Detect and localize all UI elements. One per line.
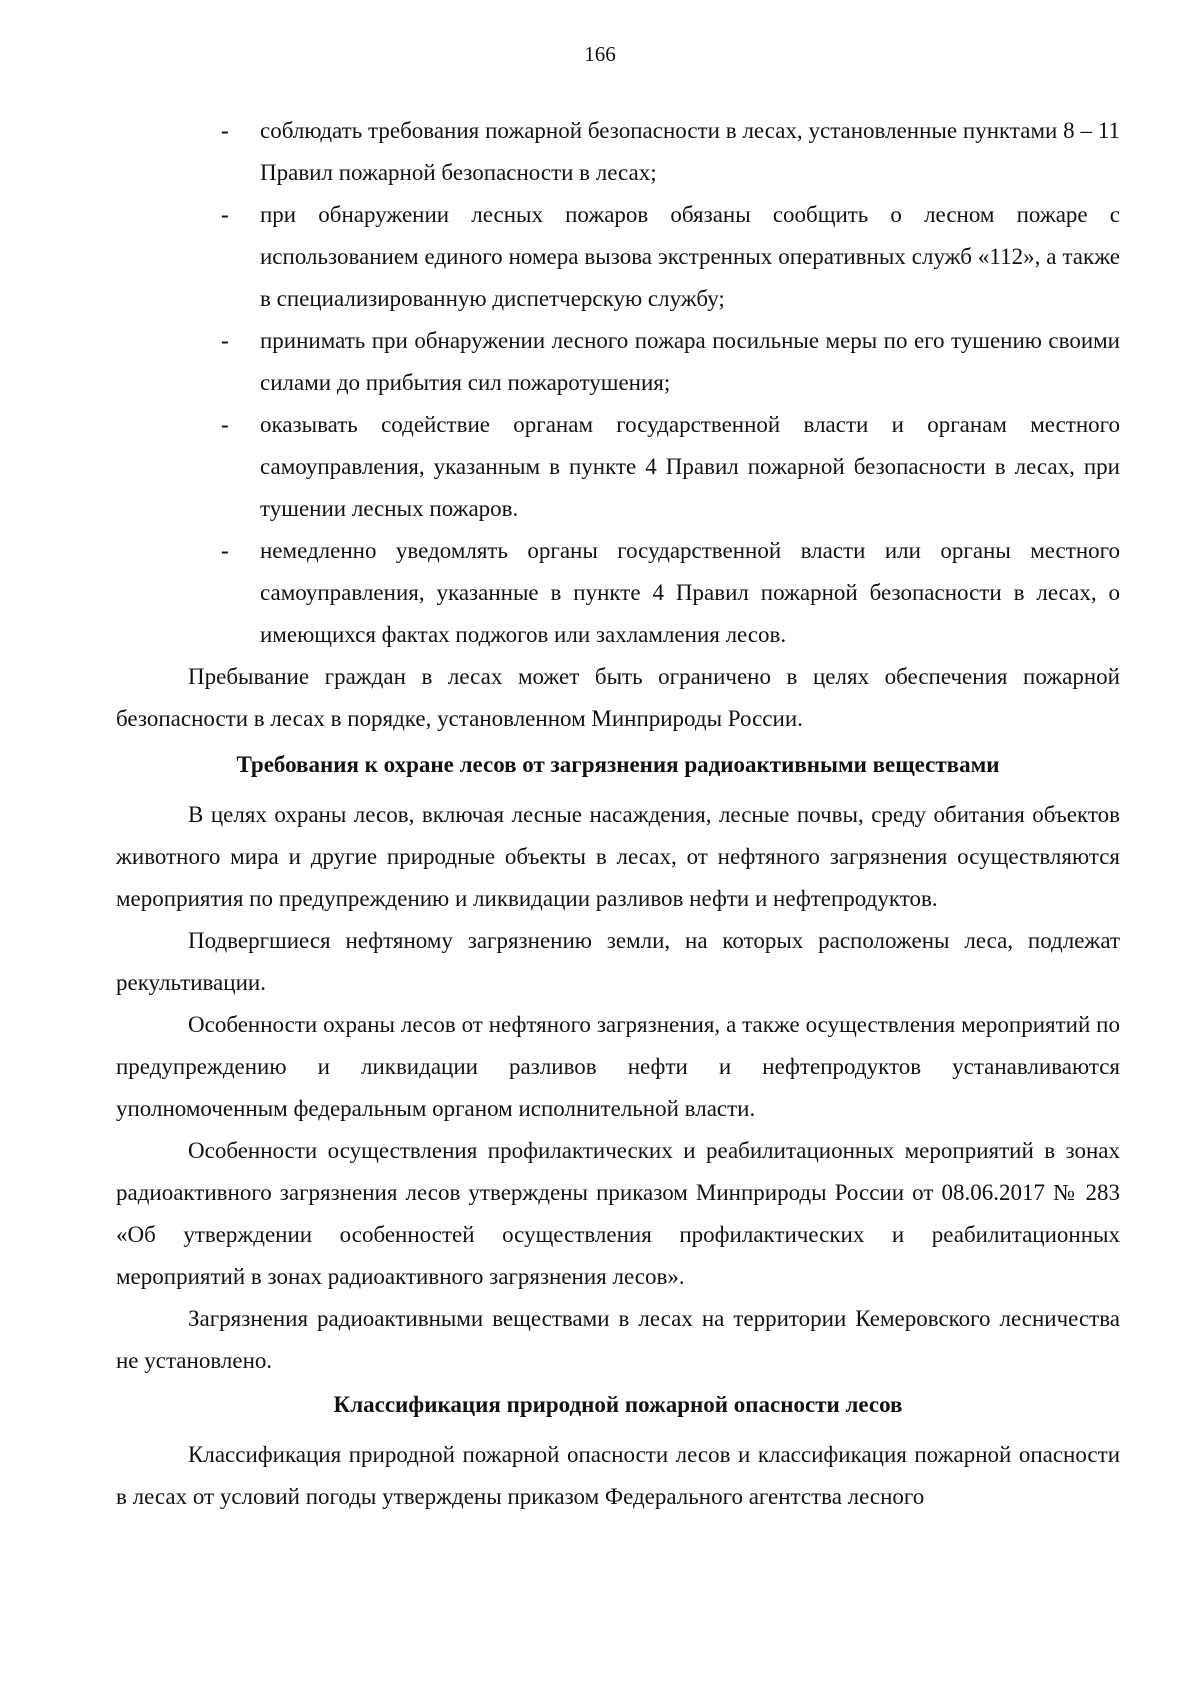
list-item-text: немедленно уведомлять органы государственной власти или органы местного самоуправления, указанные в пункте 4 Правил пожарной безопасности в лесах, о имеющихся фактах поджогов или захламления лесов. (260, 538, 1120, 647)
list-item-text: оказывать содействие органам государственной власти и органам местного самоуправления, указанным в пункте 4 Правил пожарной безопасности в лесах, при тушении лесных пожаров. (260, 412, 1120, 521)
page-number: 166 (584, 42, 616, 66)
paragraph-classification: Классификация природной пожарной опасности лесов и классификация пожарной опасности в лесах от условий погоды утверждены приказом Федерального агентства лесного (116, 1442, 1120, 1509)
list-item (116, 194, 1120, 320)
list-item-text: при обнаружении лесных пожаров обязаны сообщить о лесном пожаре с использованием единого номера вызова экстренных оперативных служб «112», а также в специализированную диспетчерскую службу; (260, 202, 1120, 311)
list-item (116, 320, 1120, 404)
section-heading-radioactive: Требования к охране лесов от загрязнения радиоактивными веществами (236, 752, 1000, 777)
bullet-dash: - (221, 412, 229, 437)
list-item (116, 530, 1120, 656)
paragraph-reclamation: Подвергшиеся нефтяному загрязнению земли, на которых расположены леса, подлежат рекультивации. (116, 928, 1120, 995)
paragraph-stay-restriction: Пребывание граждан в лесах может быть ограничено в целях обеспечения пожарной безопасности в лесах в порядке, установленном Минприроды России. (116, 664, 1120, 731)
list-item (116, 110, 1120, 194)
bullet-dash: - (221, 538, 229, 563)
section-heading-classification: Классификация природной пожарной опасности лесов (333, 1392, 903, 1417)
page-content (116, 110, 1120, 1518)
list-item-text: принимать при обнаружении лесного пожара посильные меры по его тушению своими силами до прибытия сил пожаротушения; (260, 328, 1120, 395)
obligations-list (116, 110, 1120, 656)
list-item (116, 404, 1120, 530)
bullet-dash: - (221, 202, 229, 227)
bullet-dash: - (221, 328, 229, 353)
paragraph-ministry-order: Особенности осуществления профилактических и реабилитационных мероприятий в зонах радиоактивного загрязнения лесов утверждены приказом Минприроды России от 08.06.2017 № 283 «Об утверждении особенностей осуществления профилактических и реабилитационных мероприятий в зонах радиоактивного загрязнения лесов». (116, 1138, 1120, 1289)
list-item-text: соблюдать требования пожарной безопасности в лесах, установленные пунктами 8 – 11 Правил пожарной безопасности в лесах; (260, 118, 1120, 185)
paragraph-kemerovo: Загрязнения радиоактивными веществами в лесах на территории Кемеровского лесничества не установлено. (116, 1306, 1120, 1373)
paragraph-oil-pollution: В целях охраны лесов, включая лесные насаждения, лесные почвы, среду обитания объектов животного мира и другие природные объекты в лесах, от нефтяного загрязнения осуществляются мероприятия по предупреждению и ликвидации разливов нефти и нефтепродуктов. (116, 802, 1120, 911)
bullet-dash: - (221, 118, 229, 143)
paragraph-protection-features: Особенности охраны лесов от нефтяного загрязнения, а также осуществления мероприятий по предупреждению и ликвидации разливов нефти и нефтепродуктов устанавливаются уполномоченным федеральным органом исполнительной власти. (116, 1012, 1120, 1121)
